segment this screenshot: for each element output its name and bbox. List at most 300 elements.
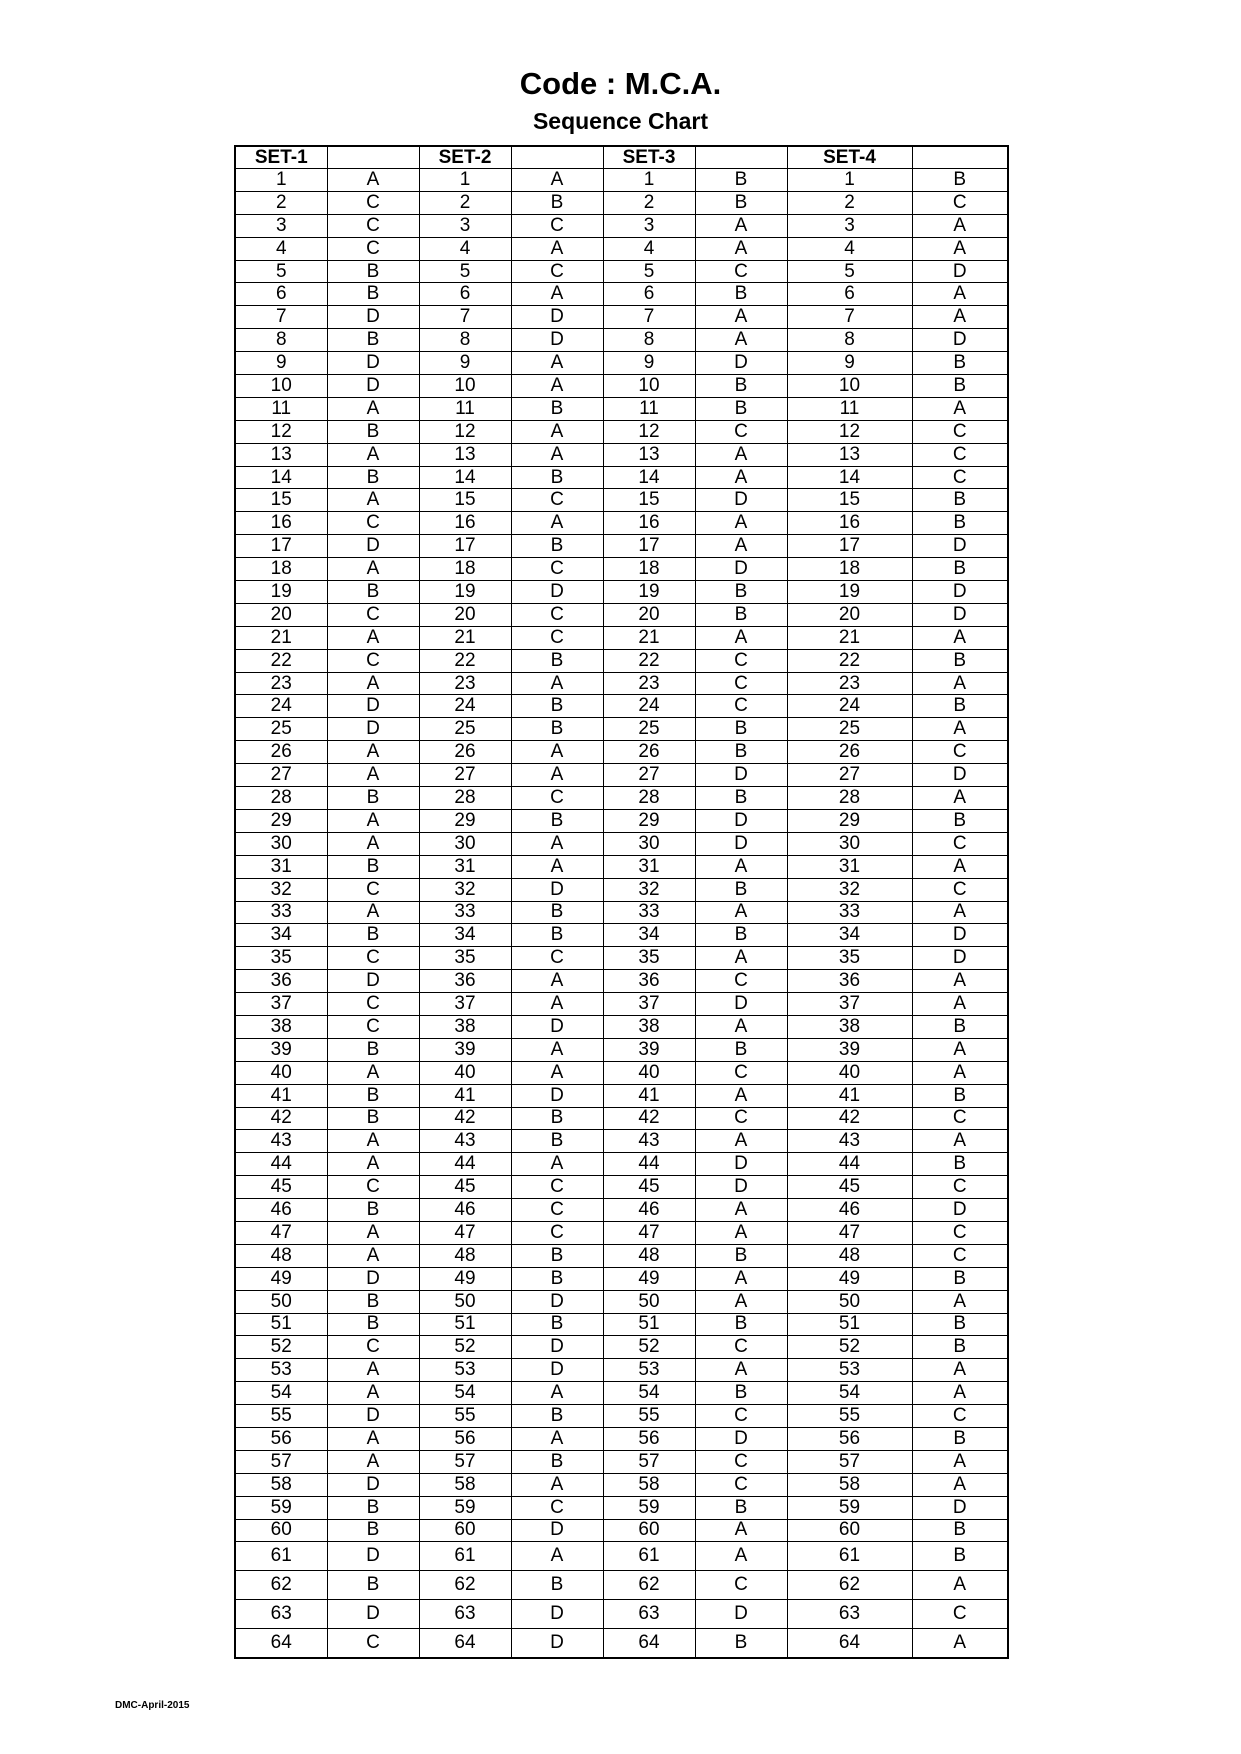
answer-cell: D: [695, 764, 787, 787]
question-number-cell: 41: [603, 1084, 695, 1107]
answer-cell: D: [511, 581, 603, 604]
table-row: [235, 1199, 1008, 1222]
question-number-cell: 55: [787, 1405, 912, 1428]
question-number-cell: 56: [419, 1427, 511, 1450]
question-number-cell: 34: [235, 924, 327, 947]
answer-cell: B: [695, 603, 787, 626]
answer-cell: A: [695, 947, 787, 970]
answer-cell: B: [695, 169, 787, 192]
answer-cell: A: [912, 1382, 1008, 1405]
question-number-cell: 40: [603, 1061, 695, 1084]
question-number-cell: 14: [419, 466, 511, 489]
question-number-cell: 41: [419, 1084, 511, 1107]
question-number-cell: 55: [235, 1405, 327, 1428]
answer-cell: B: [511, 718, 603, 741]
answer-cell: D: [912, 764, 1008, 787]
question-number-cell: 19: [603, 581, 695, 604]
question-number-cell: 42: [419, 1107, 511, 1130]
answer-cell: B: [511, 1244, 603, 1267]
question-number-cell: 64: [603, 1628, 695, 1657]
question-number-cell: 27: [419, 764, 511, 787]
question-number-cell: 1: [419, 169, 511, 192]
question-number-cell: 59: [603, 1496, 695, 1519]
question-number-cell: 23: [235, 672, 327, 695]
answer-cell: A: [511, 283, 603, 306]
table-row: [235, 420, 1008, 443]
question-number-cell: 56: [235, 1427, 327, 1450]
answer-cell: D: [695, 993, 787, 1016]
question-number-cell: 36: [235, 970, 327, 993]
answer-cell: C: [327, 1628, 419, 1657]
question-number-cell: 21: [235, 626, 327, 649]
question-number-cell: 47: [603, 1221, 695, 1244]
answer-cell: B: [695, 1313, 787, 1336]
answer-cell: B: [912, 1267, 1008, 1290]
question-number-cell: 40: [787, 1061, 912, 1084]
answer-cell: A: [695, 237, 787, 260]
question-number-cell: 38: [603, 1015, 695, 1038]
question-number-cell: 56: [787, 1427, 912, 1450]
answer-cell: D: [695, 1153, 787, 1176]
question-number-cell: 8: [603, 329, 695, 352]
question-number-cell: 39: [419, 1038, 511, 1061]
question-number-cell: 15: [235, 489, 327, 512]
answer-cell: A: [695, 1359, 787, 1382]
question-number-cell: 7: [419, 306, 511, 329]
question-number-cell: 50: [235, 1290, 327, 1313]
question-number-cell: 18: [603, 558, 695, 581]
question-number-cell: 25: [787, 718, 912, 741]
answer-cell: A: [912, 1130, 1008, 1153]
question-number-cell: 44: [603, 1153, 695, 1176]
answer-cell: B: [695, 718, 787, 741]
question-number-cell: 24: [419, 695, 511, 718]
question-number-cell: 49: [419, 1267, 511, 1290]
table-row: [235, 649, 1008, 672]
question-number-cell: 25: [419, 718, 511, 741]
question-number-cell: 48: [787, 1244, 912, 1267]
table-row: [235, 375, 1008, 398]
question-number-cell: 31: [419, 855, 511, 878]
answer-cell: B: [912, 489, 1008, 512]
question-number-cell: 11: [787, 397, 912, 420]
answer-cell: B: [511, 1450, 603, 1473]
question-number-cell: 30: [787, 832, 912, 855]
question-number-cell: 19: [787, 581, 912, 604]
answer-cell: D: [327, 306, 419, 329]
answer-cell: B: [912, 1084, 1008, 1107]
sequence-chart-table: [234, 145, 1009, 1659]
answer-cell: C: [912, 741, 1008, 764]
answer-cell: B: [912, 1519, 1008, 1542]
answer-cell: B: [695, 787, 787, 810]
answer-cell: B: [912, 558, 1008, 581]
answer-cell: D: [912, 947, 1008, 970]
question-number-cell: 53: [419, 1359, 511, 1382]
question-number-cell: 30: [235, 832, 327, 855]
answer-cell: B: [511, 924, 603, 947]
table-row: [235, 1496, 1008, 1519]
question-number-cell: 21: [787, 626, 912, 649]
answer-cell: A: [912, 787, 1008, 810]
question-number-cell: 10: [235, 375, 327, 398]
question-number-cell: 17: [787, 535, 912, 558]
question-number-cell: 55: [419, 1405, 511, 1428]
question-number-cell: 23: [603, 672, 695, 695]
question-number-cell: 13: [235, 443, 327, 466]
question-number-cell: 50: [603, 1290, 695, 1313]
question-number-cell: 56: [603, 1427, 695, 1450]
answer-cell: B: [695, 191, 787, 214]
question-number-cell: 25: [235, 718, 327, 741]
question-number-cell: 2: [419, 191, 511, 214]
answer-cell: D: [912, 329, 1008, 352]
answer-cell: A: [695, 901, 787, 924]
question-number-cell: 60: [419, 1519, 511, 1542]
answer-cell: C: [327, 947, 419, 970]
answer-cell: D: [511, 329, 603, 352]
answer-cell: B: [327, 1313, 419, 1336]
table-row: [235, 1519, 1008, 1542]
question-number-cell: 17: [603, 535, 695, 558]
table-row: [235, 260, 1008, 283]
answer-cell: B: [327, 1107, 419, 1130]
answer-cell: C: [511, 626, 603, 649]
answer-cell: B: [327, 1290, 419, 1313]
answer-cell: B: [327, 1038, 419, 1061]
set-header: SET-1: [235, 146, 327, 169]
answer-cell: B: [695, 283, 787, 306]
answer-cell: B: [912, 169, 1008, 192]
question-number-cell: 5: [419, 260, 511, 283]
question-number-cell: 51: [235, 1313, 327, 1336]
answer-cell: A: [912, 283, 1008, 306]
answer-cell: C: [327, 993, 419, 1016]
question-number-cell: 14: [603, 466, 695, 489]
question-number-cell: 64: [235, 1628, 327, 1657]
page-subtitle: Sequence Chart: [532, 108, 709, 134]
answer-cell: A: [695, 535, 787, 558]
answer-cell: B: [912, 649, 1008, 672]
question-number-cell: 62: [603, 1571, 695, 1600]
answer-cell: D: [695, 558, 787, 581]
answer-cell: D: [511, 1084, 603, 1107]
answer-cell: A: [912, 1061, 1008, 1084]
question-number-cell: 61: [787, 1542, 912, 1571]
answer-cell: A: [912, 1628, 1008, 1657]
table-row: [235, 901, 1008, 924]
answer-cell: A: [695, 626, 787, 649]
question-number-cell: 32: [603, 878, 695, 901]
answer-cell: B: [327, 1571, 419, 1600]
question-number-cell: 61: [603, 1542, 695, 1571]
answer-cell: A: [511, 741, 603, 764]
answer-cell: B: [327, 1199, 419, 1222]
answer-cell: D: [327, 1600, 419, 1629]
answer-cell: C: [511, 947, 603, 970]
question-number-cell: 25: [603, 718, 695, 741]
table-row: [235, 558, 1008, 581]
answer-cell: B: [695, 581, 787, 604]
question-number-cell: 49: [787, 1267, 912, 1290]
table-row: [235, 993, 1008, 1016]
answer-cell: D: [511, 1519, 603, 1542]
answer-cell: C: [695, 672, 787, 695]
question-number-cell: 4: [419, 237, 511, 260]
question-number-cell: 8: [419, 329, 511, 352]
answer-cell: C: [327, 649, 419, 672]
question-number-cell: 9: [235, 352, 327, 375]
question-number-cell: 27: [787, 764, 912, 787]
question-number-cell: 19: [419, 581, 511, 604]
table-row: [235, 970, 1008, 993]
page-title: Code : M.C.A.: [519, 66, 722, 101]
question-number-cell: 61: [235, 1542, 327, 1571]
question-number-cell: 28: [603, 787, 695, 810]
answer-cell: C: [912, 832, 1008, 855]
question-number-cell: 6: [787, 283, 912, 306]
question-number-cell: 7: [603, 306, 695, 329]
answer-cell: D: [511, 1359, 603, 1382]
answer-cell: D: [695, 832, 787, 855]
answer-cell: A: [912, 672, 1008, 695]
answer-cell: D: [912, 581, 1008, 604]
answer-cell: D: [912, 535, 1008, 558]
question-number-cell: 11: [603, 397, 695, 420]
table-row: [235, 924, 1008, 947]
answer-cell: C: [912, 878, 1008, 901]
answer-cell: B: [511, 535, 603, 558]
answer-cell: B: [912, 375, 1008, 398]
question-number-cell: 62: [787, 1571, 912, 1600]
table-row: [235, 1038, 1008, 1061]
answer-cell: A: [327, 558, 419, 581]
question-number-cell: 48: [603, 1244, 695, 1267]
answer-cell: B: [695, 741, 787, 764]
answer-cell: B: [327, 581, 419, 604]
question-number-cell: 52: [235, 1336, 327, 1359]
question-number-cell: 28: [787, 787, 912, 810]
answer-cell: A: [695, 1519, 787, 1542]
table-row: [235, 169, 1008, 192]
table-row: [235, 672, 1008, 695]
question-number-cell: 33: [419, 901, 511, 924]
question-number-cell: 63: [419, 1600, 511, 1629]
answer-cell: A: [327, 397, 419, 420]
answer-cell: C: [511, 558, 603, 581]
answer-cell: B: [327, 855, 419, 878]
footer-code: DMC-April-2015: [115, 1700, 190, 1711]
answer-cell: A: [327, 832, 419, 855]
question-number-cell: 46: [419, 1199, 511, 1222]
question-number-cell: 5: [603, 260, 695, 283]
answer-cell: B: [327, 1084, 419, 1107]
question-number-cell: 54: [787, 1382, 912, 1405]
answer-cell: D: [511, 1290, 603, 1313]
table-body: [235, 169, 1008, 1658]
answer-cell: C: [912, 466, 1008, 489]
answer-cell: B: [912, 809, 1008, 832]
question-number-cell: 59: [419, 1496, 511, 1519]
answer-cell: B: [511, 649, 603, 672]
table-row: [235, 329, 1008, 352]
answer-cell: C: [912, 443, 1008, 466]
answer-cell: B: [327, 260, 419, 283]
question-number-cell: 62: [235, 1571, 327, 1600]
question-number-cell: 16: [419, 512, 511, 535]
answer-cell: B: [912, 1336, 1008, 1359]
question-number-cell: 7: [235, 306, 327, 329]
answer-cell: A: [511, 1061, 603, 1084]
answer-header: [695, 146, 787, 169]
answer-cell: C: [511, 1221, 603, 1244]
question-number-cell: 2: [235, 191, 327, 214]
question-number-cell: 59: [787, 1496, 912, 1519]
answer-cell: D: [695, 352, 787, 375]
answer-cell: B: [327, 787, 419, 810]
question-number-cell: 16: [787, 512, 912, 535]
question-number-cell: 47: [235, 1221, 327, 1244]
answer-cell: B: [511, 397, 603, 420]
question-number-cell: 30: [603, 832, 695, 855]
answer-cell: A: [912, 626, 1008, 649]
table-row: [235, 1450, 1008, 1473]
question-number-cell: 15: [603, 489, 695, 512]
question-number-cell: 20: [787, 603, 912, 626]
question-number-cell: 1: [787, 169, 912, 192]
answer-cell: B: [695, 1628, 787, 1657]
answer-cell: B: [511, 901, 603, 924]
table-row: [235, 626, 1008, 649]
answer-cell: D: [695, 1600, 787, 1629]
answer-cell: A: [511, 443, 603, 466]
question-number-cell: 35: [235, 947, 327, 970]
question-number-cell: 3: [419, 214, 511, 237]
question-number-cell: 57: [787, 1450, 912, 1473]
answer-cell: C: [511, 260, 603, 283]
answer-cell: C: [912, 1221, 1008, 1244]
answer-cell: B: [912, 352, 1008, 375]
question-number-cell: 61: [419, 1542, 511, 1571]
question-number-cell: 17: [419, 535, 511, 558]
question-number-cell: 36: [419, 970, 511, 993]
answer-cell: B: [912, 512, 1008, 535]
table-row: [235, 1336, 1008, 1359]
table-row: [235, 809, 1008, 832]
question-number-cell: 21: [603, 626, 695, 649]
question-number-cell: 51: [787, 1313, 912, 1336]
answer-cell: B: [511, 1130, 603, 1153]
answer-cell: D: [327, 718, 419, 741]
question-number-cell: 52: [603, 1336, 695, 1359]
question-number-cell: 18: [787, 558, 912, 581]
answer-cell: C: [327, 237, 419, 260]
answer-cell: A: [511, 1427, 603, 1450]
table-row: [235, 695, 1008, 718]
table-row: [235, 1267, 1008, 1290]
answer-cell: C: [511, 1176, 603, 1199]
answer-cell: A: [912, 306, 1008, 329]
answer-cell: D: [511, 306, 603, 329]
answer-cell: A: [327, 1130, 419, 1153]
question-number-cell: 64: [419, 1628, 511, 1657]
answer-cell: C: [511, 603, 603, 626]
table-row: [235, 855, 1008, 878]
question-number-cell: 22: [603, 649, 695, 672]
question-number-cell: 41: [787, 1084, 912, 1107]
answer-cell: A: [912, 970, 1008, 993]
table-row: [235, 306, 1008, 329]
answer-cell: C: [695, 1405, 787, 1428]
answer-cell: A: [327, 626, 419, 649]
answer-cell: B: [511, 809, 603, 832]
table-row: [235, 581, 1008, 604]
question-number-cell: 9: [419, 352, 511, 375]
answer-cell: B: [327, 466, 419, 489]
answer-cell: C: [327, 1015, 419, 1038]
answer-cell: B: [511, 1107, 603, 1130]
answer-cell: A: [511, 375, 603, 398]
answer-cell: A: [511, 169, 603, 192]
answer-cell: B: [695, 924, 787, 947]
question-number-cell: 11: [419, 397, 511, 420]
table-row: [235, 1427, 1008, 1450]
table-row: [235, 1571, 1008, 1600]
question-number-cell: 36: [787, 970, 912, 993]
question-number-cell: 32: [419, 878, 511, 901]
question-number-cell: 50: [787, 1290, 912, 1313]
answer-cell: D: [327, 970, 419, 993]
answer-cell: A: [695, 329, 787, 352]
question-number-cell: 22: [235, 649, 327, 672]
answer-cell: D: [327, 535, 419, 558]
answer-cell: C: [912, 1176, 1008, 1199]
answer-cell: C: [912, 191, 1008, 214]
table-row: [235, 1542, 1008, 1571]
answer-cell: B: [912, 1427, 1008, 1450]
question-number-cell: 6: [603, 283, 695, 306]
answer-cell: A: [695, 1199, 787, 1222]
answer-cell: B: [912, 1542, 1008, 1571]
question-number-cell: 53: [603, 1359, 695, 1382]
answer-cell: C: [511, 1199, 603, 1222]
answer-cell: B: [327, 329, 419, 352]
answer-cell: C: [695, 1107, 787, 1130]
table-row: [235, 947, 1008, 970]
table-row: [235, 283, 1008, 306]
question-number-cell: 45: [419, 1176, 511, 1199]
question-number-cell: 15: [787, 489, 912, 512]
answer-cell: D: [912, 924, 1008, 947]
answer-cell: C: [327, 1336, 419, 1359]
question-number-cell: 13: [603, 443, 695, 466]
answer-cell: C: [511, 1496, 603, 1519]
question-number-cell: 63: [787, 1600, 912, 1629]
question-number-cell: 34: [787, 924, 912, 947]
question-number-cell: 23: [419, 672, 511, 695]
table-row: [235, 1290, 1008, 1313]
question-number-cell: 39: [235, 1038, 327, 1061]
answer-cell: A: [912, 1450, 1008, 1473]
question-number-cell: 1: [235, 169, 327, 192]
answer-cell: B: [695, 397, 787, 420]
answer-cell: A: [912, 1038, 1008, 1061]
answer-cell: B: [695, 1382, 787, 1405]
table-row: [235, 466, 1008, 489]
question-number-cell: 9: [603, 352, 695, 375]
question-number-cell: 37: [787, 993, 912, 1016]
question-number-cell: 47: [787, 1221, 912, 1244]
